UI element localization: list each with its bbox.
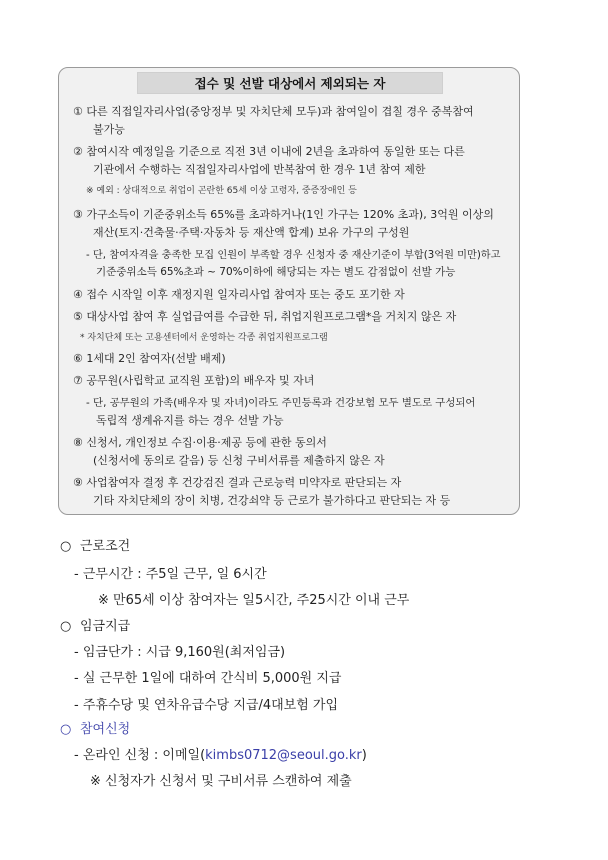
- exclusion-item-7: ⑦ 공무원(사립학교 교직원 포함)의 배우자 및 자녀: [73, 374, 315, 387]
- work-heading: 근로조건: [80, 539, 131, 554]
- apply-note: ※ 신청자가 신청서 및 구비서류 스캔하여 제출: [90, 774, 352, 789]
- exclusion-item-2: ② 참여시작 예정일을 기준으로 직전 3년 이내에 2년을 초과하여 동일한 또는 다른: [73, 145, 465, 158]
- exclusion-item-3-cont: 재산(토지·건축물·주택·자동차 등 재산액 합계) 보유 가구의 구성원: [93, 226, 410, 239]
- section-work-conditions: [60, 535, 130, 554]
- section-apply: [60, 718, 130, 737]
- exclusion-item-6: ⑥ 1세대 2인 참여자(선발 배제): [73, 352, 226, 365]
- exclusion-item-4: ④ 접수 시작일 이후 재정지원 일자리사업 참여자 또는 중도 포기한 자: [73, 288, 405, 301]
- apply-email-link[interactable]: kimbs0712@seoul.go.kr: [205, 748, 362, 763]
- wage-allowance: - 주휴수당 및 연차유급수당 지급/4대보험 가입: [74, 698, 339, 713]
- exclusion-item-3: ③ 가구소득이 기준중위소득 65%를 초과하거나(1인 가구는 120% 초과), 3억원 이상의: [73, 208, 494, 221]
- circle-bullet-icon: ○: [60, 722, 72, 737]
- exclusion-item-9-cont: 기타 자치단체의 장이 치병, 건강쇠약 등 근로가 불가하다고 판단되는 자 등: [93, 494, 451, 507]
- work-hours: - 근무시간 : 주5일 근무, 일 6시간: [74, 567, 267, 582]
- wage-snack: - 실 근무한 1일에 대하여 간식비 5,000원 지급: [74, 671, 342, 686]
- exclusion-item-5: ⑤ 대상사업 참여 후 실업급여를 수급한 뒤, 취업지원프로그램*을 거치지 않은 자: [73, 310, 457, 323]
- exclusion-item-1: ① 다른 직접일자리사업(중앙정부 및 자치단체 모두)과 참여일이 겹칠 경우 중복참여: [73, 105, 474, 118]
- exclusion-item-2-cont: 기관에서 수행하는 직접일자리사업에 반복참여 한 경우 1년 참여 제한: [93, 163, 426, 176]
- apply-heading: 참여신청: [80, 722, 131, 737]
- exclusion-item-5-note: * 자치단체 또는 고용센터에서 운영하는 각종 취업지원프로그램: [80, 333, 328, 343]
- exclusion-item-3-sub-cont: 기준중위소득 65%초과 ~ 70%이하에 해당되는 자는 별도 감점없이 선발 가능: [96, 266, 456, 278]
- exclusion-box-title: 접수 및 선발 대상에서 제외되는 자: [137, 72, 443, 94]
- circle-bullet-icon: ○: [60, 619, 72, 634]
- exclusion-item-8: ⑧ 신청서, 개인정보 수집·이용·제공 등에 관한 동의서: [73, 436, 327, 449]
- exclusion-item-3-sub: - 단, 참여자격을 충족한 모집 인원이 부족할 경우 신청자 중 재산기준이 부합(3억원 미만)하고: [86, 250, 501, 261]
- apply-online-close: ): [361, 748, 367, 763]
- exclusion-item-2-note: ※ 예외 : 상대적으로 취업이 곤란한 65세 이상 고령자, 중증장애인 등: [86, 186, 357, 196]
- circle-bullet-icon: ○: [60, 539, 72, 554]
- apply-online: [74, 744, 367, 763]
- work-hours-note: ※ 만65세 이상 참여자는 일5시간, 주25시간 이내 근무: [98, 593, 410, 608]
- exclusion-item-7-sub: - 단, 공무원의 가족(배우자 및 자녀)이라도 주민등록과 건강보험 모두 별도로 구성되어: [86, 397, 476, 409]
- exclusion-item-9: ⑨ 사업참여자 결정 후 건강검진 결과 근로능력 미약자로 판단되는 자: [73, 476, 402, 489]
- wage-rate: - 임금단가 : 시급 9,160원(최저임금): [74, 645, 286, 660]
- exclusion-item-8-cont: (신청서에 동의로 갈음) 등 신청 구비서류를 제출하지 않은 자: [93, 454, 385, 467]
- exclusion-item-1-cont: 불가능: [93, 123, 125, 136]
- wage-heading: 임금지급: [80, 619, 131, 634]
- section-wage: [60, 615, 130, 634]
- apply-online-label: - 온라인 신청 : 이메일(: [74, 748, 206, 763]
- exclusion-item-7-sub-cont: 독립적 생계유지를 하는 경우 선발 가능: [96, 414, 284, 427]
